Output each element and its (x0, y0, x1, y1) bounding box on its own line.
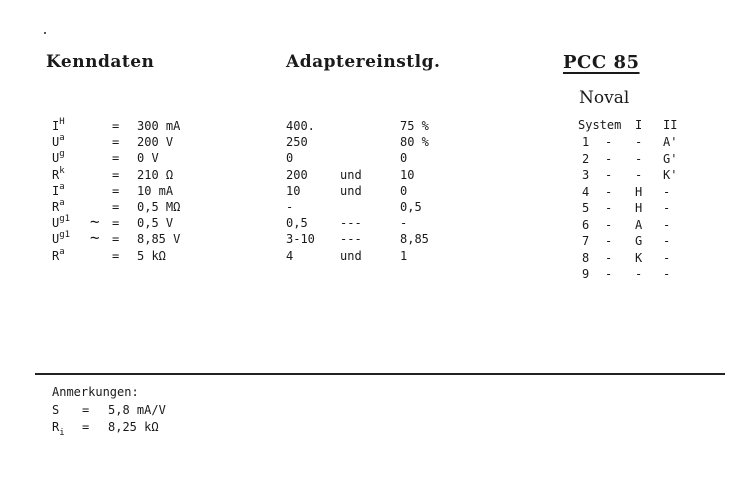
heading-adapter: Adaptereinstlg. (286, 52, 441, 72)
pin-system-1: - (635, 135, 643, 149)
pin-dash: - (605, 267, 613, 281)
pin-system-1: H (635, 201, 643, 215)
pin-header-1: I (635, 118, 643, 132)
param-value: 200 V (137, 135, 174, 150)
ac-tilde: ~ (90, 228, 100, 248)
note-item (52, 402, 352, 419)
note-item (52, 419, 352, 436)
adapter-conjunction: --- (340, 216, 362, 231)
param-symbol-sub: g (59, 149, 65, 160)
note-equals: = (82, 420, 90, 434)
param-value: 8,85 V (137, 232, 181, 247)
pin-system-1: K (635, 250, 643, 265)
pin-system-2: - (663, 234, 671, 248)
param-equals: = (112, 183, 120, 198)
pin-row (0, 167, 700, 184)
heading-tube-type: PCC 85 (563, 52, 640, 73)
param-symbol-sub: k (59, 165, 65, 176)
adapter-setting-1: 0,5 (286, 216, 308, 231)
pin-dash: - (605, 151, 613, 166)
pin-dash: - (605, 184, 613, 199)
param-symbol-letter: U (52, 151, 60, 166)
pin-number: 9 (582, 267, 590, 281)
param-symbol-sub: a (59, 246, 65, 257)
param-equals: = (112, 216, 120, 231)
pin-row (0, 217, 700, 234)
param-value: 300 mA (137, 119, 181, 133)
param-value: 0,5 V (137, 216, 174, 231)
adapter-setting-1: - (286, 200, 294, 214)
adapter-conjunction: und (340, 248, 362, 263)
pin-system-2: - (663, 184, 671, 199)
adapter-setting-2: 80 % (400, 135, 429, 150)
pin-system-2: - (663, 267, 671, 281)
param-value: 0,5 MΩ (137, 200, 181, 214)
adapter-setting-2: 75 % (400, 119, 429, 133)
pin-system-1: - (635, 151, 643, 166)
param-equals: = (112, 248, 120, 263)
scan-speck (44, 32, 46, 34)
param-equals: = (112, 167, 120, 182)
notes-title: Anmerkungen: (52, 385, 139, 399)
param-row (0, 118, 560, 135)
param-value: 0 V (137, 151, 159, 166)
pin-system-2: - (663, 201, 671, 215)
pin-system-1: - (635, 168, 643, 182)
pin-system-1: G (635, 234, 643, 248)
note-value: 8,25 kΩ (108, 420, 159, 434)
param-symbol-letter: I (52, 119, 60, 133)
pin-number: 5 (582, 201, 590, 215)
pin-row (0, 134, 700, 151)
pin-dash: - (605, 201, 613, 215)
pin-system-1: H (635, 184, 643, 199)
ac-tilde: ~ (90, 212, 100, 232)
param-symbol-sub: a (59, 198, 65, 208)
adapter-setting-2: - (400, 216, 408, 231)
pin-number: 2 (582, 151, 590, 166)
adapter-setting-1: 250 (286, 135, 308, 150)
param-symbol-sub: g1 (59, 214, 71, 225)
param-value: 5 kΩ (137, 248, 166, 263)
pin-system-2: A' (663, 135, 678, 149)
socket-type: Noval (579, 88, 630, 108)
param-symbol-sub: a (59, 181, 65, 192)
param-symbol-letter: U (52, 216, 60, 231)
heading-kenndaten: Kenndaten (46, 52, 155, 72)
note-symbol-letter: R (52, 420, 60, 434)
pin-row (0, 181, 700, 201)
pin-number: 1 (582, 135, 590, 149)
adapter-conjunction: und (340, 183, 362, 198)
pin-row (0, 250, 700, 267)
pin-row (0, 266, 700, 283)
adapter-setting-1: 0 (286, 151, 294, 166)
pin-header-system: System (578, 118, 622, 132)
param-equals: = (112, 151, 120, 166)
param-equals: = (112, 135, 120, 150)
pin-number: 3 (582, 168, 590, 182)
adapter-setting-1: 10 (286, 183, 301, 198)
adapter-setting-2: 1 (400, 248, 408, 263)
pin-system-2: - (663, 217, 671, 232)
param-symbol-sub: a (59, 133, 65, 144)
param-symbol-letter: U (52, 135, 60, 150)
param-value: 10 mA (137, 183, 174, 198)
param-symbol-letter: R (52, 200, 60, 214)
note-equals: = (82, 403, 90, 417)
note-value: 5,8 mA/V (108, 403, 166, 417)
pin-number: 7 (582, 234, 590, 248)
adapter-setting-1: 4 (286, 248, 294, 263)
pin-row (0, 200, 700, 217)
pin-header-2: II (663, 118, 678, 132)
pin-number: 8 (582, 250, 590, 265)
adapter-setting-2: 0 (400, 183, 408, 198)
adapter-conjunction: und (340, 167, 362, 182)
pin-system-1: - (635, 267, 643, 281)
adapter-setting-2: 0,5 (400, 200, 422, 214)
param-symbol-letter: U (52, 232, 60, 247)
param-symbol-sub: H (59, 117, 65, 127)
param-equals: = (112, 119, 120, 133)
pin-row (0, 233, 700, 250)
pin-system-1: A (635, 217, 643, 232)
param-equals: = (112, 200, 120, 214)
section-divider (35, 373, 725, 375)
pin-dash: - (605, 250, 613, 265)
adapter-setting-2: 0 (400, 151, 408, 166)
pin-dash: - (605, 135, 613, 149)
pin-row (0, 151, 700, 168)
param-equals: = (112, 232, 120, 247)
adapter-setting-1: 200 (286, 167, 308, 182)
note-symbol (52, 419, 65, 438)
pin-dash: - (605, 168, 613, 182)
pin-system-2: G' (663, 151, 678, 166)
pin-dash: - (605, 234, 613, 248)
pin-system-2: - (663, 250, 671, 265)
adapter-setting-1: 3-10 (286, 232, 315, 247)
note-symbol-letter: S (52, 403, 60, 417)
pin-number: 4 (582, 184, 590, 199)
pin-number: 6 (582, 217, 590, 232)
param-symbol-sub: g1 (59, 230, 71, 241)
param-value: 210 Ω (137, 167, 174, 182)
param-symbol-letter: R (52, 248, 60, 263)
param-symbol-letter: I (52, 183, 60, 198)
adapter-setting-2: 8,85 (400, 232, 429, 247)
adapter-setting-1: 400. (286, 119, 315, 133)
note-symbol-sub: i (59, 428, 65, 438)
adapter-setting-2: 10 (400, 167, 415, 182)
pin-dash: - (605, 217, 613, 232)
adapter-conjunction: --- (340, 232, 362, 247)
param-symbol-letter: R (52, 167, 60, 182)
pin-system-2: K' (663, 168, 678, 182)
